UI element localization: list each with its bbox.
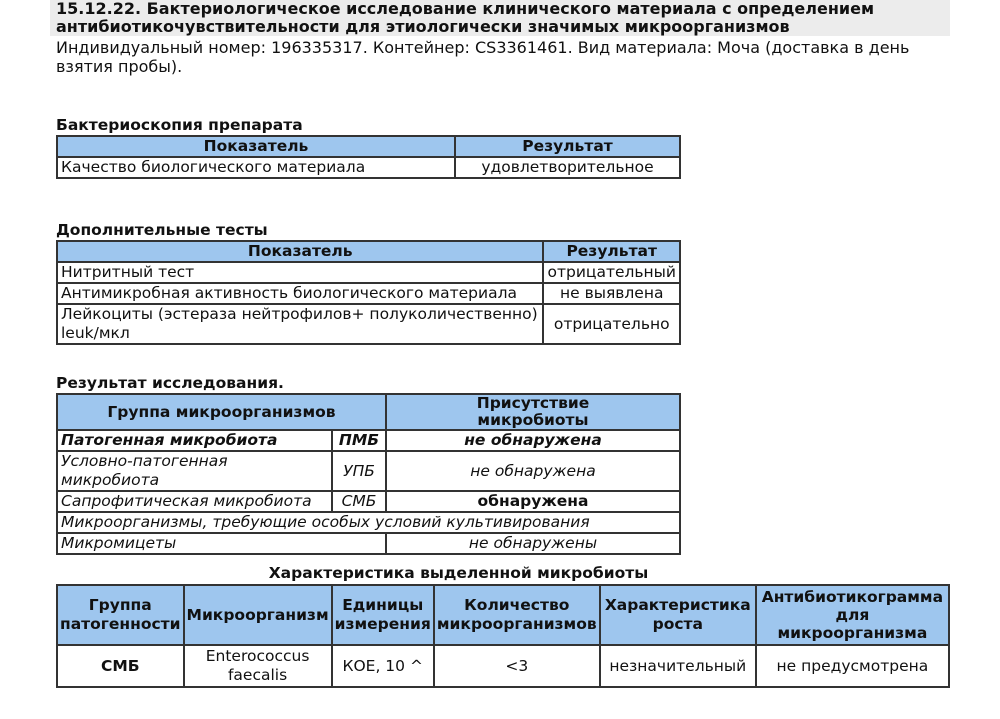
table-header-row: [57, 241, 680, 262]
result-table: [56, 393, 681, 555]
additional-tests-table: [56, 240, 681, 345]
table-row: [57, 533, 680, 554]
parameter-value: удовлетворительное: [455, 157, 680, 178]
characteristic-heading: Характеристика выделенной микробиоты: [268, 564, 649, 582]
sample-info: Индивидуальный номер: 196335317. Контейнер: CS3361461. Вид материала: Моча (доставка в день взятия пробы).: [56, 38, 910, 76]
microbiota-group: Условно-патогенная микробиота: [57, 451, 332, 491]
parameter-name: Лейкоциты (эстераза нейтрофилов+ полуколичественно) leuk/мкл: [57, 304, 543, 344]
microbiota-group: Сапрофитическая микробиота: [57, 491, 332, 512]
parameter-name: Антимикробная активность биологического материала: [57, 283, 543, 304]
parameter-name: Качество биологического материала: [57, 157, 455, 178]
microbiota-code: УПБ: [332, 451, 386, 491]
column-header: Показатель: [57, 241, 543, 262]
table-row: [57, 491, 680, 512]
result-heading: Результат исследования.: [56, 374, 284, 392]
pathogenicity-group: СМБ: [57, 645, 184, 687]
bacterioscopy-table: [56, 135, 681, 179]
table-header-row: [57, 394, 680, 430]
column-header: Показатель: [57, 136, 455, 157]
microbiota-code: ПМБ: [332, 430, 386, 451]
column-header: Присутствие микробиоты: [386, 394, 680, 430]
growth-characteristic: незначительный: [600, 645, 756, 687]
column-header: Характеристика роста: [600, 585, 756, 645]
table-row: [57, 157, 680, 178]
report-title: 15.12.22. Бактериологическое исследование клинического материала с определением антибиотикочувствительности для этиологически значимых микроорганизмов: [56, 0, 875, 36]
table-row: [57, 304, 680, 344]
microbiota-presence: не обнаружена: [386, 430, 680, 451]
table-row: [57, 262, 680, 283]
column-header: Группа микроорганизмов: [57, 394, 386, 430]
column-header: Единицы измерения: [332, 585, 434, 645]
parameter-value: отрицательный: [543, 262, 680, 283]
microbiota-presence: не обнаружена: [386, 451, 680, 491]
antibiogram: не предусмотрена: [756, 645, 949, 687]
microbiota-group: Микромицеты: [57, 533, 386, 554]
measurement-unit: КОЕ, 10 ^: [332, 645, 434, 687]
table-row: [57, 451, 680, 491]
table-header-row: [57, 585, 949, 645]
table-row: [57, 430, 680, 451]
additional-tests-heading: Дополнительные тесты: [56, 221, 268, 239]
column-header: Микроорганизм: [184, 585, 332, 645]
parameter-value: не выявлена: [543, 283, 680, 304]
table-row: [57, 283, 680, 304]
column-header: Группа патогенности: [57, 585, 184, 645]
column-header: Результат: [455, 136, 680, 157]
organism-quantity: <3: [434, 645, 600, 687]
table-row: [57, 645, 949, 687]
table-row: [57, 512, 680, 533]
table-header-row: [57, 136, 680, 157]
column-header: Антибиотикограмма для микроорганизма: [756, 585, 949, 645]
special-cultivation-row: Микроорганизмы, требующие особых условий культивирования: [57, 512, 680, 533]
microbiota-group: Патогенная микробиота: [57, 430, 332, 451]
microbiota-code: СМБ: [332, 491, 386, 512]
organism-name: Enterococcus faecalis: [184, 645, 332, 687]
column-header: Количество микроорганизмов: [434, 585, 600, 645]
column-header: Результат: [543, 241, 680, 262]
bacterioscopy-heading: Бактериоскопия препарата: [56, 116, 303, 134]
characteristic-table: [56, 584, 950, 688]
microbiota-presence: обнаружена: [386, 491, 680, 512]
parameter-value: отрицательно: [543, 304, 680, 344]
microbiota-presence: не обнаружены: [386, 533, 680, 554]
parameter-name: Нитритный тест: [57, 262, 543, 283]
